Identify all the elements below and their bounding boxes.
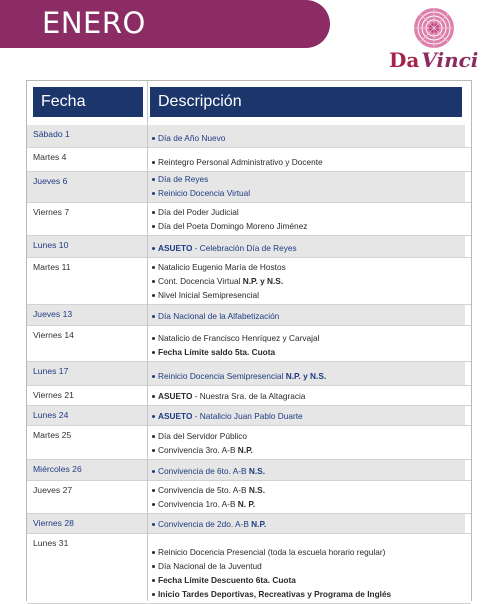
event-item	[151, 205, 463, 219]
bullet-icon	[152, 395, 155, 398]
event-text-bold: N.P. y N.S.	[285, 371, 327, 381]
bullet-icon	[152, 503, 155, 506]
description-cell	[148, 534, 465, 604]
date-cell	[27, 236, 147, 258]
date-cell	[27, 258, 147, 305]
description-cell	[148, 362, 465, 386]
event-text: Natalicio Eugenio María de Hostos	[158, 262, 286, 272]
bullet-icon	[152, 280, 155, 283]
bullet-icon	[152, 137, 155, 140]
table-row	[27, 258, 471, 305]
event-text-bold: N.P.	[237, 445, 253, 455]
table-row	[27, 481, 471, 514]
table-row	[27, 460, 471, 481]
bullet-icon	[152, 489, 155, 492]
bullet-icon	[152, 211, 155, 214]
month-title: ENERO	[42, 6, 146, 40]
table-row	[27, 148, 471, 172]
event-text: Día Nacional de la Alfabetización	[158, 311, 280, 321]
date-cell	[27, 514, 147, 534]
event-text: Convivencia de 6to. A-B	[158, 466, 249, 476]
event-item	[151, 517, 463, 531]
description-cell	[148, 172, 465, 203]
description-cell	[148, 406, 465, 426]
event-text-bold: Fecha Límite saldo 5ta. Cuota	[158, 347, 276, 357]
event-text: - Natalicio Juan Pablo Duarte	[192, 411, 303, 421]
event-text-bold: N. P.	[237, 499, 256, 509]
date-label: Sábado 1	[33, 129, 70, 139]
event-item	[151, 497, 463, 511]
date-cell	[27, 386, 147, 406]
event-item	[151, 545, 463, 559]
date-label: Viernes 7	[33, 207, 70, 217]
event-text: Reintegro Personal Administrativo y Docente	[158, 157, 323, 167]
bullet-icon	[152, 593, 155, 596]
date-cell	[27, 172, 147, 203]
table-row	[27, 514, 471, 534]
bullet-icon	[152, 266, 155, 269]
date-cell	[27, 305, 147, 326]
bullet-icon	[152, 470, 155, 473]
date-label: Viernes 21	[33, 390, 74, 400]
date-label: Lunes 10	[33, 240, 69, 250]
bullet-icon	[152, 415, 155, 418]
brand-da: Da	[389, 48, 420, 72]
table-row	[27, 203, 471, 236]
event-text: Día del Poder Judicial	[158, 207, 239, 217]
table-row	[27, 125, 471, 148]
description-cell	[148, 426, 465, 460]
event-item	[151, 331, 463, 345]
event-text: Reinicio Docencia Semipresencial	[158, 371, 286, 381]
date-label: Jueves 13	[33, 309, 73, 319]
event-item	[151, 369, 463, 383]
event-item	[151, 260, 463, 274]
event-item	[151, 345, 463, 359]
header-fecha-label: Fecha	[41, 93, 86, 110]
date-cell	[27, 426, 147, 460]
bullet-icon	[152, 449, 155, 452]
date-cell	[27, 534, 147, 604]
event-text: Día de Año Nuevo	[158, 133, 226, 143]
column-divider	[147, 81, 148, 601]
event-item	[151, 464, 463, 478]
description-cell	[148, 148, 465, 172]
date-label: Viernes 28	[33, 518, 74, 528]
date-cell	[27, 148, 147, 172]
event-item	[151, 443, 463, 457]
date-label: Lunes 24	[33, 410, 69, 420]
date-cell	[27, 460, 147, 481]
event-text: Convivencia de 5to. A-B	[158, 485, 249, 495]
event-item	[151, 309, 463, 323]
davinci-logo	[386, 6, 478, 76]
date-cell	[27, 406, 147, 426]
event-item	[151, 559, 463, 573]
table-row	[27, 362, 471, 386]
event-text: Día del Poeta Domingo Moreno Jiménez	[158, 221, 308, 231]
event-text: Convivencia 3ro. A-B	[158, 445, 238, 455]
event-text-bold: Inicio Tardes Deportivas, Recreativas y Programa de Inglés	[158, 589, 392, 599]
event-item	[151, 429, 463, 443]
bullet-icon	[152, 315, 155, 318]
bullet-icon	[152, 192, 155, 195]
month-banner	[0, 0, 330, 48]
date-label: Jueves 27	[33, 485, 73, 495]
event-item	[151, 219, 463, 233]
bullet-icon	[152, 294, 155, 297]
table-row	[27, 534, 471, 604]
event-item	[151, 131, 463, 145]
calendar-table	[26, 80, 472, 601]
event-text-bold: N.P. y N.S.	[242, 276, 284, 286]
bullet-icon	[152, 178, 155, 181]
date-label: Jueves 6	[33, 176, 68, 186]
bullet-icon	[152, 225, 155, 228]
bullet-icon	[152, 161, 155, 164]
table-row	[27, 406, 471, 426]
description-cell	[148, 125, 465, 148]
event-text: Día de Reyes	[158, 174, 209, 184]
event-item	[151, 288, 463, 302]
event-item	[151, 155, 463, 169]
event-item	[151, 241, 463, 255]
event-item	[151, 483, 463, 497]
event-item	[151, 587, 463, 601]
date-label: Miércoles 26	[33, 464, 82, 474]
brand-vinci: Vinci	[421, 48, 479, 72]
event-item	[151, 389, 463, 403]
table-row	[27, 386, 471, 406]
bullet-icon	[152, 247, 155, 250]
date-label: Viernes 14	[33, 330, 74, 340]
date-label: Martes 25	[33, 430, 72, 440]
event-text: Natalicio de Francisco Henríquez y Carvajal	[158, 333, 320, 343]
header-descripcion-label: Descripción	[158, 93, 242, 110]
description-cell	[148, 258, 465, 305]
event-text: Reinicio Docencia Presencial (toda la escuela horario regular)	[158, 547, 386, 557]
brand-wordmark	[389, 48, 478, 72]
event-text-bold: ASUETO	[158, 411, 193, 421]
description-cell	[148, 305, 465, 326]
mandala-flower-icon	[412, 6, 456, 50]
bullet-icon	[152, 435, 155, 438]
event-text: Nivel Inicial Semipresencial	[158, 290, 259, 300]
event-text: Reinicio Docencia Virtual	[158, 188, 251, 198]
bullet-icon	[152, 337, 155, 340]
date-label: Martes 4	[33, 152, 67, 162]
header-descripcion	[150, 87, 462, 117]
event-item	[151, 172, 463, 186]
table-row	[27, 305, 471, 326]
event-text-bold: N.S.	[248, 485, 265, 495]
bullet-icon	[152, 579, 155, 582]
event-item	[151, 409, 463, 423]
date-label: Lunes 31	[33, 538, 69, 548]
event-text: Cont. Docencia Virtual	[158, 276, 243, 286]
bullet-icon	[152, 351, 155, 354]
event-text-bold: N.P.	[251, 519, 267, 529]
event-text-bold: ASUETO	[158, 243, 193, 253]
event-text: Convivencia 1ro. A-B	[158, 499, 238, 509]
event-item	[151, 186, 463, 200]
event-item	[151, 573, 463, 587]
table-row	[27, 236, 471, 258]
date-cell	[27, 362, 147, 386]
bullet-icon	[152, 375, 155, 378]
date-cell	[27, 125, 147, 148]
event-text: - Nuestra Sra. de la Altagracia	[192, 391, 306, 401]
table-row	[27, 172, 471, 203]
table-row	[27, 326, 471, 362]
bullet-icon	[152, 565, 155, 568]
description-cell	[148, 481, 465, 514]
header-fecha	[33, 87, 143, 117]
event-text-bold: N.S.	[248, 466, 265, 476]
table-row	[27, 426, 471, 460]
event-text: Día del Servidor Público	[158, 431, 248, 441]
bullet-icon	[152, 551, 155, 554]
description-cell	[148, 386, 465, 406]
description-cell	[148, 514, 465, 534]
event-text-bold: Fecha Límite Descuento 6ta. Cuota	[158, 575, 296, 585]
date-label: Lunes 17	[33, 366, 69, 376]
description-cell	[148, 326, 465, 362]
event-text: - Celebración Día de Reyes	[192, 243, 297, 253]
bullet-icon	[152, 523, 155, 526]
description-cell	[148, 460, 465, 481]
event-item	[151, 274, 463, 288]
date-label: Martes 11	[33, 262, 71, 272]
description-cell	[148, 203, 465, 236]
date-cell	[27, 326, 147, 362]
date-cell	[27, 481, 147, 514]
event-text: Día Nacional de la Juventud	[158, 561, 262, 571]
date-cell	[27, 203, 147, 236]
event-text-bold: ASUETO	[158, 391, 193, 401]
description-cell	[148, 236, 465, 258]
event-text: Convivencia de 2do. A-B	[158, 519, 252, 529]
